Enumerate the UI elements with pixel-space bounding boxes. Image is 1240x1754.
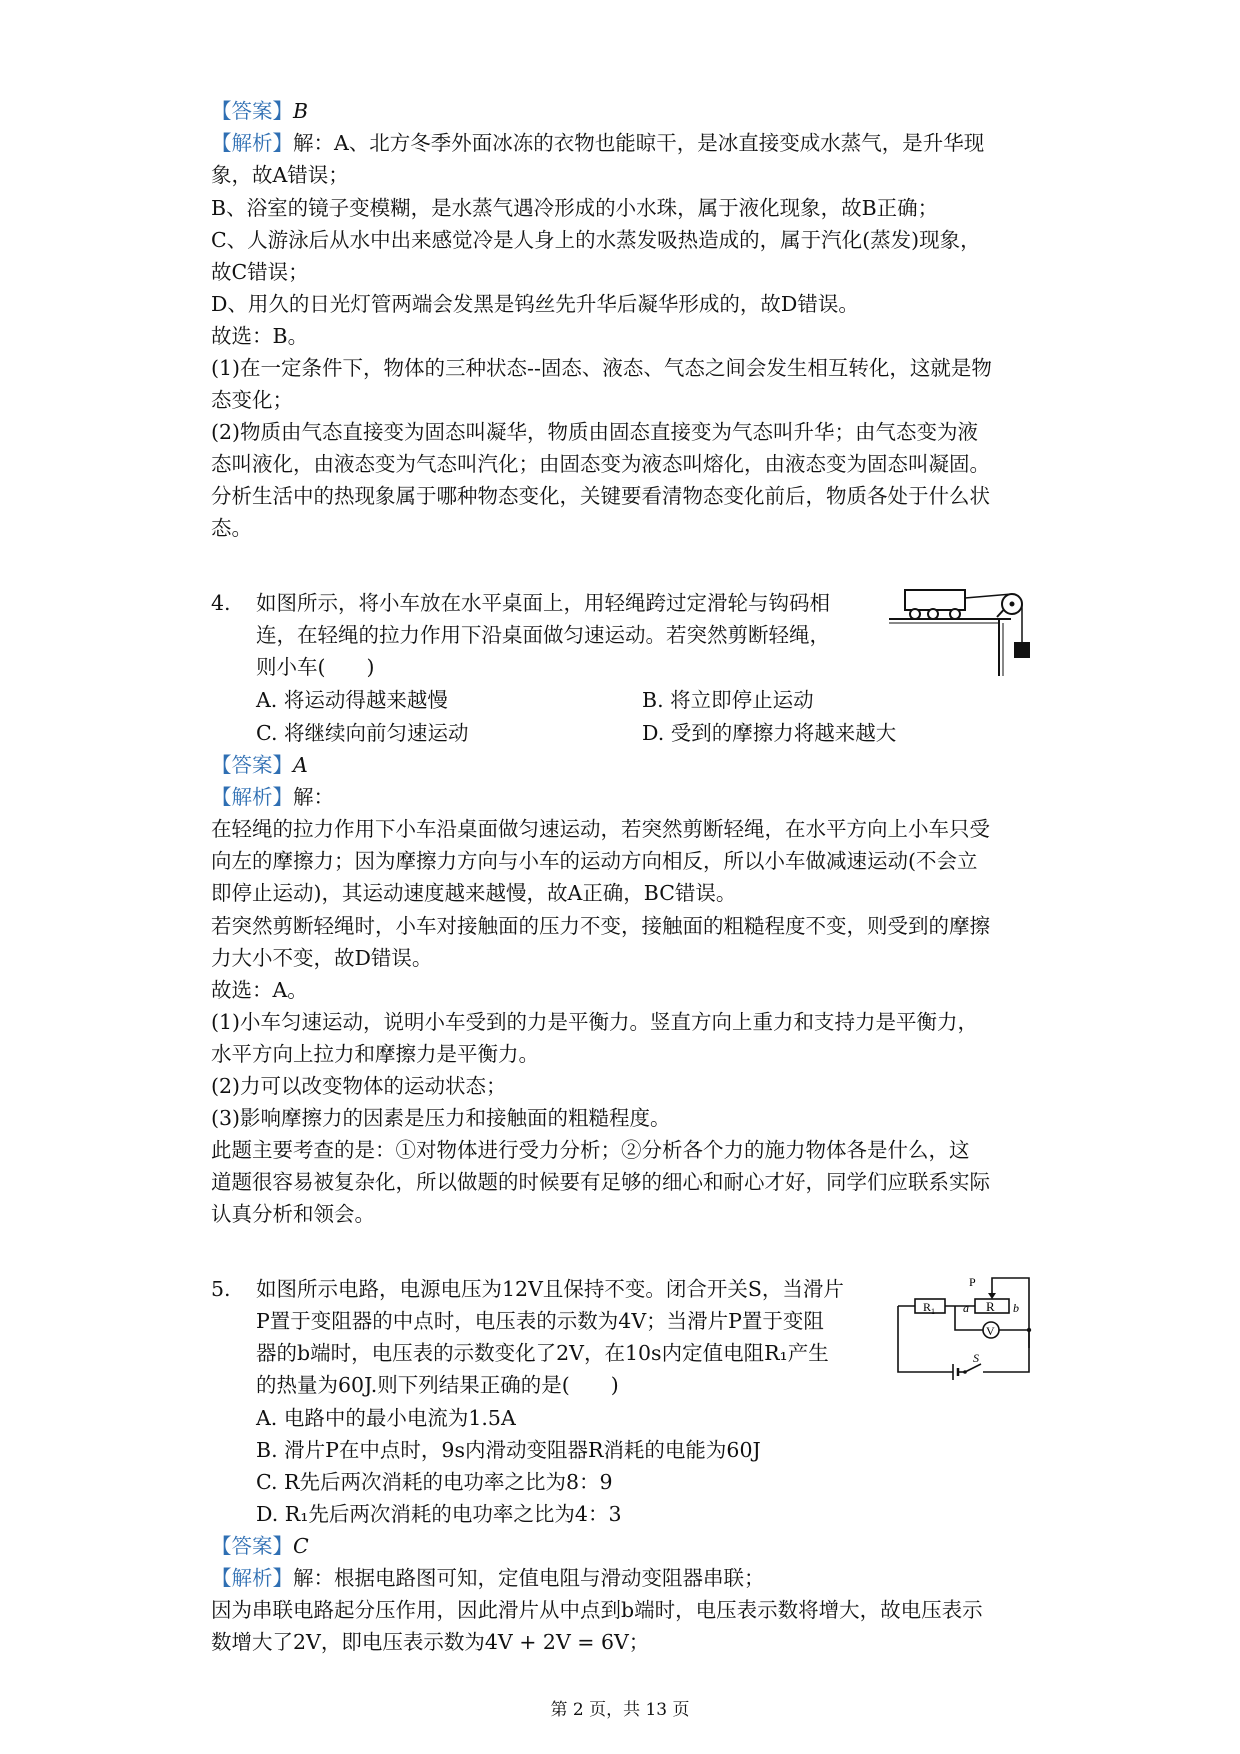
answer-tag: 【答案】	[211, 753, 293, 777]
circuit-diagram	[893, 1268, 1039, 1380]
analysis-line	[211, 129, 984, 157]
switch-pivot	[963, 1370, 967, 1374]
cart-body	[905, 590, 965, 610]
answer-line	[211, 1532, 309, 1560]
analysis-line: 态。	[211, 516, 252, 540]
question-stem: 器的b端时，电压表的示数变化了2V，在10s内定值电阻R₁产生	[256, 1341, 829, 1365]
analysis-tag: 【解析】	[211, 1566, 293, 1590]
analysis-line: (1)在一定条件下，物体的三种状态--固态、液态、气态之间会发生相互转化，这就是物	[211, 356, 992, 380]
pulley-axle	[1010, 602, 1015, 607]
analysis-line: (1)小车匀速运动，说明小车受到的力是平衡力。竖直方向上重力和支持力是平衡力，	[211, 1010, 979, 1034]
analysis-line: C、人游泳后从水中出来感觉冷是人身上的水蒸发吸热造成的，属于汽化(蒸发)现象，	[211, 228, 981, 252]
question-stem: 如图所示，将小车放在水平桌面上，用轻绳跨过定滑轮与钩码相	[256, 591, 830, 615]
analysis-line: 道题很容易被复杂化，所以做题的时候要有足够的细心和耐心才好，同学们应联系实际	[211, 1170, 990, 1194]
cart-wheel	[950, 609, 960, 619]
option-b: B. 将立即停止运动	[642, 688, 814, 712]
analysis-line: 因为串联电路起分压作用，因此滑片从中点到b端时，电压表示数将增大，故电压表示	[211, 1598, 983, 1622]
option-c: C. R先后两次消耗的电功率之比为8：9	[256, 1470, 613, 1494]
analysis-line: 故C错误；	[211, 260, 309, 284]
analysis-line: (2)物质由气态直接变为固态叫凝华，物质由固态直接变为气态叫升华；由气态变为液	[211, 420, 979, 444]
question-stem: P置于变阻器的中点时，电压表的示数为4V；当滑片P置于变阻	[256, 1309, 824, 1333]
answer-tag: 【答案】	[211, 99, 293, 123]
option-d: D. R₁先后两次消耗的电功率之比为4：3	[256, 1502, 622, 1526]
svg-text:S: S	[973, 1351, 979, 1365]
cart-wheel	[910, 609, 920, 619]
cart-wheel	[928, 609, 938, 619]
answer-value: C	[293, 1534, 309, 1558]
question-number: 4.	[211, 591, 231, 615]
analysis-line: (2)力可以改变物体的运动状态；	[211, 1074, 507, 1098]
analysis-tag: 【解析】	[211, 131, 293, 155]
analysis-line: 态变化；	[211, 388, 293, 412]
answer-line	[211, 751, 308, 779]
analysis-line: 认真分析和领会。	[211, 1202, 375, 1226]
option-b: B. 滑片P在中点时，9s内滑动变阻器R消耗的电能为60J	[256, 1438, 761, 1462]
analysis-tag: 【解析】	[211, 785, 293, 809]
analysis-text: 解：A、北方冬季外面冰冻的衣物也能晾干，是冰直接变成水蒸气，是升华现	[293, 131, 985, 155]
analysis-line: D、用久的日光灯管两端会发黑是钨丝先升华后凝华形成的，故D错误。	[211, 292, 859, 316]
question-stem: 连，在轻绳的拉力作用下沿桌面做匀速运动。若突然剪断轻绳，	[256, 623, 830, 647]
hook-weight	[1014, 642, 1030, 658]
analysis-line: 力大小不变，故D错误。	[211, 946, 433, 970]
analysis-line	[211, 783, 334, 811]
analysis-line: 水平方向上拉力和摩擦力是平衡力。	[211, 1042, 539, 1066]
svg-text:V: V	[986, 1324, 995, 1338]
analysis-line: 象，故A错误；	[211, 163, 349, 187]
option-a: A. 将运动得越来越慢	[256, 688, 448, 712]
cart-pulley-figure	[885, 582, 1035, 678]
analysis-line: 此题主要考查的是：①对物体进行受力分析；②分析各个力的施力物体各是什么，这	[211, 1138, 970, 1162]
analysis-text: 解：	[293, 785, 334, 809]
analysis-line: 数增大了2V，即电压表示数为4V + 2V = 6V；	[211, 1630, 650, 1654]
question-stem: 如图所示电路，电源电压为12V且保持不变。闭合开关S，当滑片	[256, 1277, 844, 1301]
svg-text:P: P	[969, 1275, 976, 1289]
analysis-line	[211, 1564, 765, 1592]
option-d: D. 受到的摩擦力将越来越大	[642, 721, 897, 745]
analysis-line: 态叫液化，由液态变为气态叫汽化；由固态变为液态叫熔化，由液态变为固态叫凝固。	[211, 452, 990, 476]
svg-text:R: R	[986, 1299, 995, 1314]
question-stem: 的热量为60J.则下列结果正确的是( )	[256, 1373, 619, 1397]
answer-value: B	[293, 99, 309, 123]
analysis-line: 故选：B。	[211, 324, 309, 348]
analysis-text: 解：根据电路图可知，定值电阻与滑动变阻器串联；	[293, 1566, 765, 1590]
answer-line	[211, 97, 308, 125]
option-a: A. 电路中的最小电流为1.5A	[256, 1406, 516, 1430]
analysis-line: 在轻绳的拉力作用下小车沿桌面做匀速运动，若突然剪断轻绳，在水平方向上小车只受	[211, 817, 990, 841]
analysis-line: 即停止运动)，其运动速度越来越慢，故A正确，BC错误。	[211, 881, 737, 905]
analysis-line: 向左的摩擦力；因为摩擦力方向与小车的运动方向相反，所以小车做减速运动(不会立	[211, 849, 978, 873]
switch-s	[965, 1364, 981, 1372]
analysis-line: 故选：A。	[211, 978, 308, 1002]
analysis-line: 若突然剪断轻绳时，小车对接触面的压力不变，接触面的粗糙程度不变，则受到的摩擦	[211, 914, 990, 938]
svg-text:1: 1	[931, 1307, 935, 1316]
svg-text:b: b	[1013, 1301, 1019, 1315]
svg-text:a: a	[963, 1301, 969, 1315]
option-c: C. 将继续向前匀速运动	[256, 721, 469, 745]
answer-value: A	[293, 753, 308, 777]
question-stem: 则小车( )	[256, 655, 375, 679]
question-number: 5.	[211, 1277, 231, 1301]
analysis-line: (3)影响摩擦力的因素是压力和接触面的粗糙程度。	[211, 1106, 671, 1130]
wire	[898, 1306, 953, 1372]
analysis-line: 分析生活中的热现象属于哪种物态变化，关键要看清物态变化前后，物质各处于什么状	[211, 484, 990, 508]
answer-tag: 【答案】	[211, 1534, 293, 1558]
analysis-line: B、浴室的镜子变模糊，是水蒸气遇冷形成的小水珠，属于液化现象，故B正确；	[211, 196, 939, 220]
page-footer: 第 2 页，共 13 页	[550, 1700, 690, 1720]
svg-text:R: R	[923, 1300, 932, 1314]
